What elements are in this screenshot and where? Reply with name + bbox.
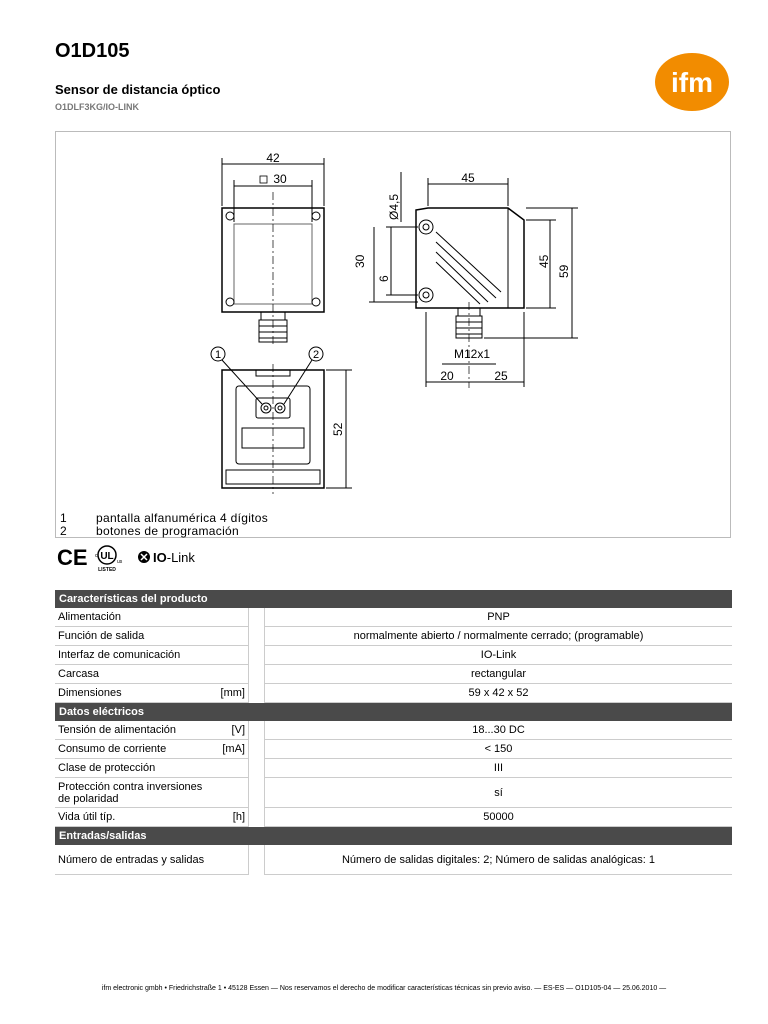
dim-42: 42 <box>266 151 280 165</box>
logo-text: ifm <box>671 67 713 98</box>
legend-num: 1 <box>60 511 67 525</box>
row-value: 59 x 42 x 52 <box>264 684 732 703</box>
certification-marks <box>57 544 217 572</box>
row-label: Alimentación <box>55 608 215 627</box>
dim-25: 25 <box>494 369 508 383</box>
spec-table-product <box>55 590 732 875</box>
front-view <box>222 158 324 347</box>
table-row <box>55 665 732 684</box>
table-row <box>55 808 732 827</box>
row-unit: [V] <box>215 721 249 740</box>
legend-text: botones de programación <box>96 524 239 538</box>
row-unit: [h] <box>215 808 249 827</box>
row-label: Protección contra inversiones de polaridad <box>55 778 215 808</box>
dimension-drawing <box>56 132 732 539</box>
row-unit <box>215 608 249 627</box>
row-value: rectangular <box>264 665 732 684</box>
dim-45-side: 45 <box>537 254 551 268</box>
row-label: Número de entradas y salidas <box>55 845 215 875</box>
dim-30-side: 30 <box>353 254 367 268</box>
callout-1: 1 <box>214 349 222 361</box>
drawing-legend <box>60 512 268 538</box>
row-label: Vida útil típ. <box>55 808 215 827</box>
dim-diameter-4-5: Ø4,5 <box>387 193 401 220</box>
product-code: O1DLF3KG/IO-LINK <box>55 102 140 112</box>
row-value: 50000 <box>264 808 732 827</box>
page-title: O1D105 <box>55 40 130 62</box>
row-label: Carcasa <box>55 665 215 684</box>
row-unit <box>215 665 249 684</box>
top-view <box>211 347 352 494</box>
dimension-drawing-frame <box>55 131 731 538</box>
table-row <box>55 845 732 875</box>
dim-59: 59 <box>557 264 571 278</box>
row-label: Tensión de alimentación <box>55 721 215 740</box>
svg-text:c: c <box>95 553 98 559</box>
product-subtitle: Sensor de distancia óptico <box>55 82 221 97</box>
svg-text:IO-Link: IO-Link <box>153 550 195 565</box>
table-row <box>55 721 732 740</box>
svg-text:LISTED: LISTED <box>98 567 116 572</box>
table-row <box>55 627 732 646</box>
callout-2: 2 <box>312 349 320 361</box>
table-row <box>55 684 732 703</box>
dim-m12x1: M12x1 <box>453 347 491 361</box>
row-value: Número de salidas digitales: 2; Número de salidas analógicas: 1 <box>264 845 732 875</box>
row-label: Clase de protección <box>55 759 215 778</box>
legend-item <box>60 525 268 538</box>
row-label: Función de salida <box>55 627 215 646</box>
svg-text:us: us <box>117 559 123 565</box>
table-row <box>55 759 732 778</box>
footer-text: ifm electronic gmbh • Friedrichstraße 1 • 45128 Essen — Nos reservamos el derecho de modificar características técnicas sin previo aviso. — ES-ES — O1D105-04 — 25.06.2010 — <box>101 985 667 992</box>
table-row <box>55 778 732 808</box>
row-label: Consumo de corriente <box>55 740 215 759</box>
row-unit: [mm] <box>215 684 249 703</box>
ul-listed-icon <box>95 546 123 572</box>
legend-num: 2 <box>60 524 67 538</box>
row-value: IO-Link <box>264 646 732 665</box>
table-row <box>55 608 732 627</box>
row-value: normalmente abierto / normalmente cerrado; (programable) <box>264 627 732 646</box>
table-row <box>55 740 732 759</box>
row-unit <box>215 759 249 778</box>
ce-mark: CE <box>57 545 88 570</box>
row-value: sí <box>264 778 732 808</box>
row-label: Dimensiones <box>55 684 215 703</box>
row-value: < 150 <box>264 740 732 759</box>
dim-52: 52 <box>331 422 345 436</box>
row-label: Interfaz de comunicación <box>55 646 215 665</box>
section-header: Datos eléctricos <box>55 703 732 721</box>
svg-text:UL: UL <box>100 551 114 562</box>
dim-45-top: 45 <box>461 171 475 185</box>
dim-6: 6 <box>377 275 391 282</box>
dim-20: 20 <box>440 369 454 383</box>
row-unit <box>215 646 249 665</box>
legend-text: pantalla alfanumérica 4 dígitos <box>96 511 269 525</box>
row-unit <box>215 778 249 808</box>
table-row <box>55 646 732 665</box>
row-unit <box>215 627 249 646</box>
section-header: Entradas/salidas <box>55 827 732 845</box>
ifm-logo <box>654 52 730 112</box>
row-value: 18...30 DC <box>264 721 732 740</box>
dim-30-square: 30 <box>273 172 287 186</box>
row-unit <box>215 845 249 875</box>
section-header: Características del producto <box>55 590 732 608</box>
row-value: PNP <box>264 608 732 627</box>
row-value: III <box>264 759 732 778</box>
row-unit: [mA] <box>215 740 249 759</box>
io-link-icon <box>138 550 195 565</box>
page-footer <box>0 985 768 992</box>
